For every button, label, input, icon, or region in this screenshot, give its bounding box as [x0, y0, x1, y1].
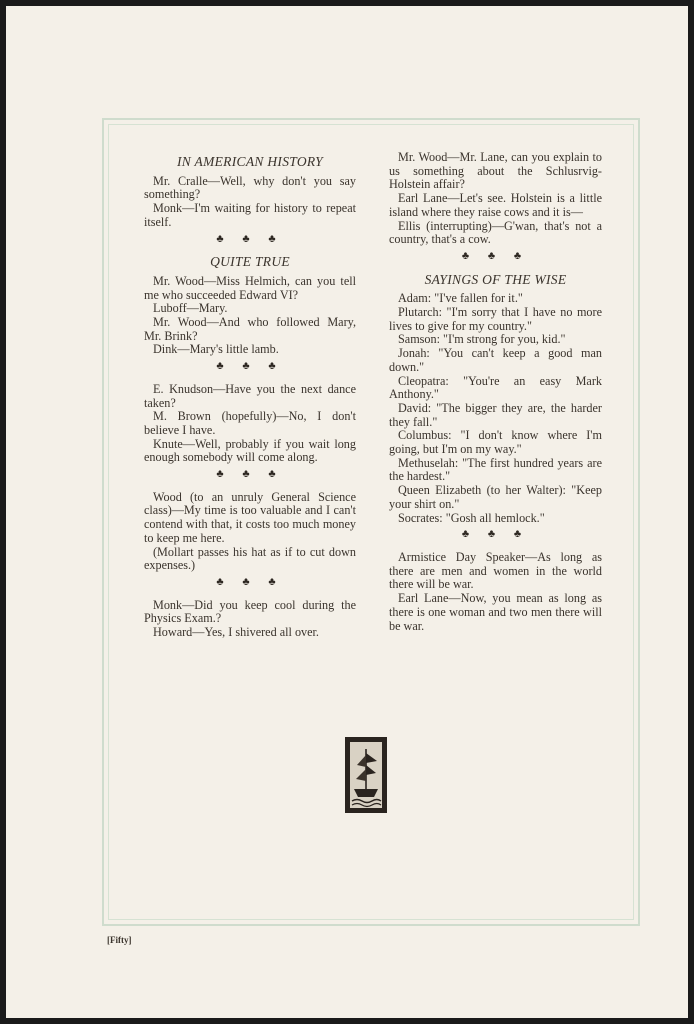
- text-paragraph: Monk—Did you keep cool during the Physics Exam.?: [144, 597, 356, 626]
- text-paragraph: Earl Lane—Let's see. Holstein is a little island where they raise cows and it is—: [389, 191, 602, 219]
- text-paragraph: M. Brown (hopefully)—No, I don't believe I have.: [144, 409, 356, 437]
- section-title: IN AMERICAN HISTORY: [177, 154, 323, 169]
- text-paragraph: Adam: "I've fallen for it.": [398, 291, 523, 306]
- ornament-divider: ♣ ♣ ♣: [461, 528, 530, 541]
- text-paragraph: Methuselah: "The first hundred years are the hardest.": [389, 455, 602, 484]
- text-paragraph: Wood (to an unruly General Science class)—My time is too valuable and I can't contend with that, it costs too much money to keep me here.: [144, 489, 356, 545]
- text-paragraph: Columbus: "I don't know where I'm going, but I'm on my way.": [389, 428, 602, 457]
- text-paragraph: Armistice Day Speaker—As long as there are men and women in the world there will be war.: [389, 549, 602, 592]
- ornament-divider: ♣ ♣ ♣: [216, 468, 284, 481]
- text-paragraph: Luboff—Mary.: [153, 301, 228, 316]
- text-paragraph: Cleopatra: "You're an easy Mark Anthony.": [389, 373, 602, 402]
- ship-emblem-svg: [347, 739, 385, 811]
- page: [6, 6, 688, 1018]
- text-paragraph: (Mollart passes his hat as if to cut down expenses.): [144, 544, 356, 573]
- page-number: [Fifty]: [107, 935, 132, 945]
- text-paragraph: Mr. Wood—Miss Helmich, can you tell me who succeeded Edward VI?: [144, 273, 356, 302]
- text-paragraph: Queen Elizabeth (to her Walter): "Keep your shirt on.": [389, 483, 602, 511]
- text-paragraph: Monk—I'm waiting for history to repeat itself.: [144, 201, 356, 229]
- text-paragraph: Earl Lane—Now, you mean as long as there is one woman and two men there will be war.: [389, 591, 602, 633]
- left-column: [144, 151, 356, 640]
- text-paragraph: Plutarch: "I'm sorry that I have no more lives to give for my country.": [389, 305, 602, 333]
- ship-emblem-icon: [345, 737, 387, 813]
- right-column: [389, 151, 602, 633]
- ornament-divider: ♣ ♣ ♣: [216, 575, 284, 588]
- text-paragraph: Samson: "I'm strong for you, kid.": [398, 332, 566, 347]
- text-paragraph: E. Knudson—Have you the next dance taken?: [144, 381, 356, 410]
- ornament-divider: ♣ ♣ ♣: [216, 232, 284, 245]
- text-paragraph: Dink—Mary's little lamb.: [153, 342, 279, 357]
- text-paragraph: Howard—Yes, I shivered all over.: [153, 625, 319, 640]
- ornament-divider: ♣ ♣ ♣: [216, 360, 284, 373]
- text-paragraph: Mr. Wood—Mr. Lane, can you explain to us something about the Schlusrvig-Holstein affair?: [389, 150, 602, 192]
- section-title: QUITE TRUE: [210, 254, 290, 270]
- text-paragraph: Jonah: "You can't keep a good man down.": [389, 346, 602, 374]
- text-paragraph: Socrates: "Gosh all hemlock.": [398, 510, 545, 525]
- text-paragraph: Mr. Wood—And who followed Mary, Mr. Brink?: [144, 315, 356, 343]
- text-paragraph: Ellis (interrupting)—G'wan, that's not a country, that's a cow.: [389, 218, 602, 247]
- ornament-divider: ♣ ♣ ♣: [461, 249, 530, 262]
- text-paragraph: David: "The bigger they are, the harder they fall.": [389, 400, 602, 429]
- section-title: SAYINGS OF THE WISE: [424, 271, 567, 287]
- text-paragraph: Knute—Well, probably if you wait long enough somebody will come along.: [144, 436, 356, 465]
- text-paragraph: Mr. Cralle—Well, why don't you say something?: [144, 173, 356, 202]
